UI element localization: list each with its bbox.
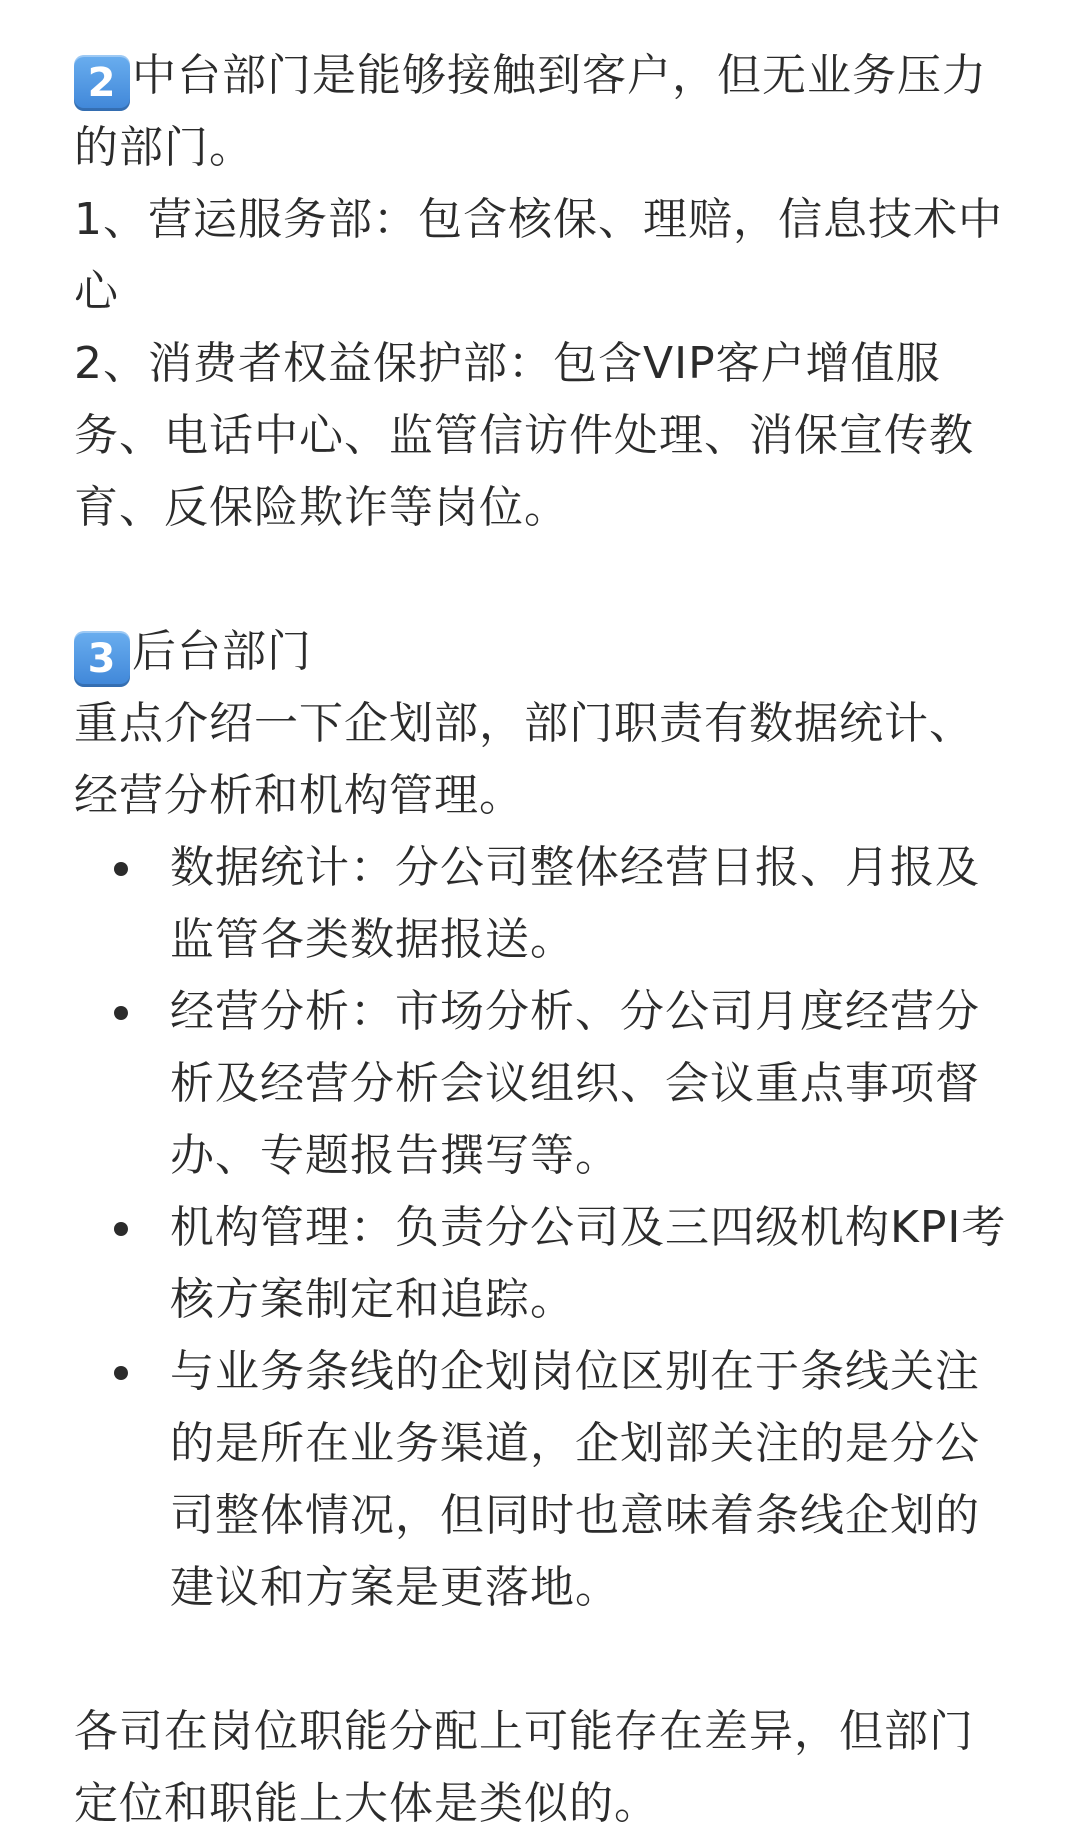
section-2-heading xyxy=(74,40,1014,184)
closing-paragraph: 各司在岗位职能分配上可能存在差异，但部门定位和职能上大体是类似的。 xyxy=(74,1706,974,1829)
bullet-text: 机构管理：负责分公司及三四级机构KPI考核方案制定和追踪。 xyxy=(170,1202,1007,1325)
bullet-text: 经营分析：市场分析、分公司月度经营分析及经营分析会议组织、会议重点事项督办、专题报告撰写等。 xyxy=(170,986,980,1181)
bullet-item xyxy=(74,976,1014,1192)
section-3-intro: 重点介绍一下企划部，部门职责有数据统计、经营分析和机构管理。 xyxy=(74,698,974,821)
bullet-item xyxy=(74,1192,1014,1336)
section-3-heading xyxy=(74,616,1014,688)
section-3-heading-text: 后台部门 xyxy=(132,626,312,677)
bullet-item xyxy=(74,832,1014,976)
section-2-item-1: 1、营运服务部：包含核保、理赔，信息技术中心 xyxy=(74,194,1003,317)
section-2-heading-text: 中台部门是能够接触到客户，但无业务压力的部门。 xyxy=(74,50,987,173)
keycap-two-icon: 2 xyxy=(74,55,130,111)
paragraph-gap xyxy=(74,1624,1014,1696)
bullet-dot-icon xyxy=(114,1366,128,1380)
bullet-dot-icon xyxy=(114,1222,128,1236)
keycap-three-icon: 3 xyxy=(74,631,130,687)
bullet-dot-icon xyxy=(114,1006,128,1020)
bullet-dot-icon xyxy=(114,862,128,876)
bullet-text: 与业务条线的企划岗位区别在于条线关注的是所在业务渠道，企划部关注的是分公司整体情况，但同时也意味着条线企划的建议和方案是更落地。 xyxy=(170,1346,980,1613)
bullet-item xyxy=(74,1336,1014,1624)
bullet-text: 数据统计：分公司整体经营日报、月报及监管各类数据报送。 xyxy=(170,842,980,965)
paragraph-gap xyxy=(74,544,1014,616)
document-body xyxy=(74,40,1014,1840)
section-2-item-2: 2、消费者权益保护部：包含VIP客户增值服务、电话中心、监管信访件处理、消保宣传教育、反保险欺诈等岗位。 xyxy=(74,338,974,533)
section-3-bullet-list xyxy=(74,832,1014,1624)
